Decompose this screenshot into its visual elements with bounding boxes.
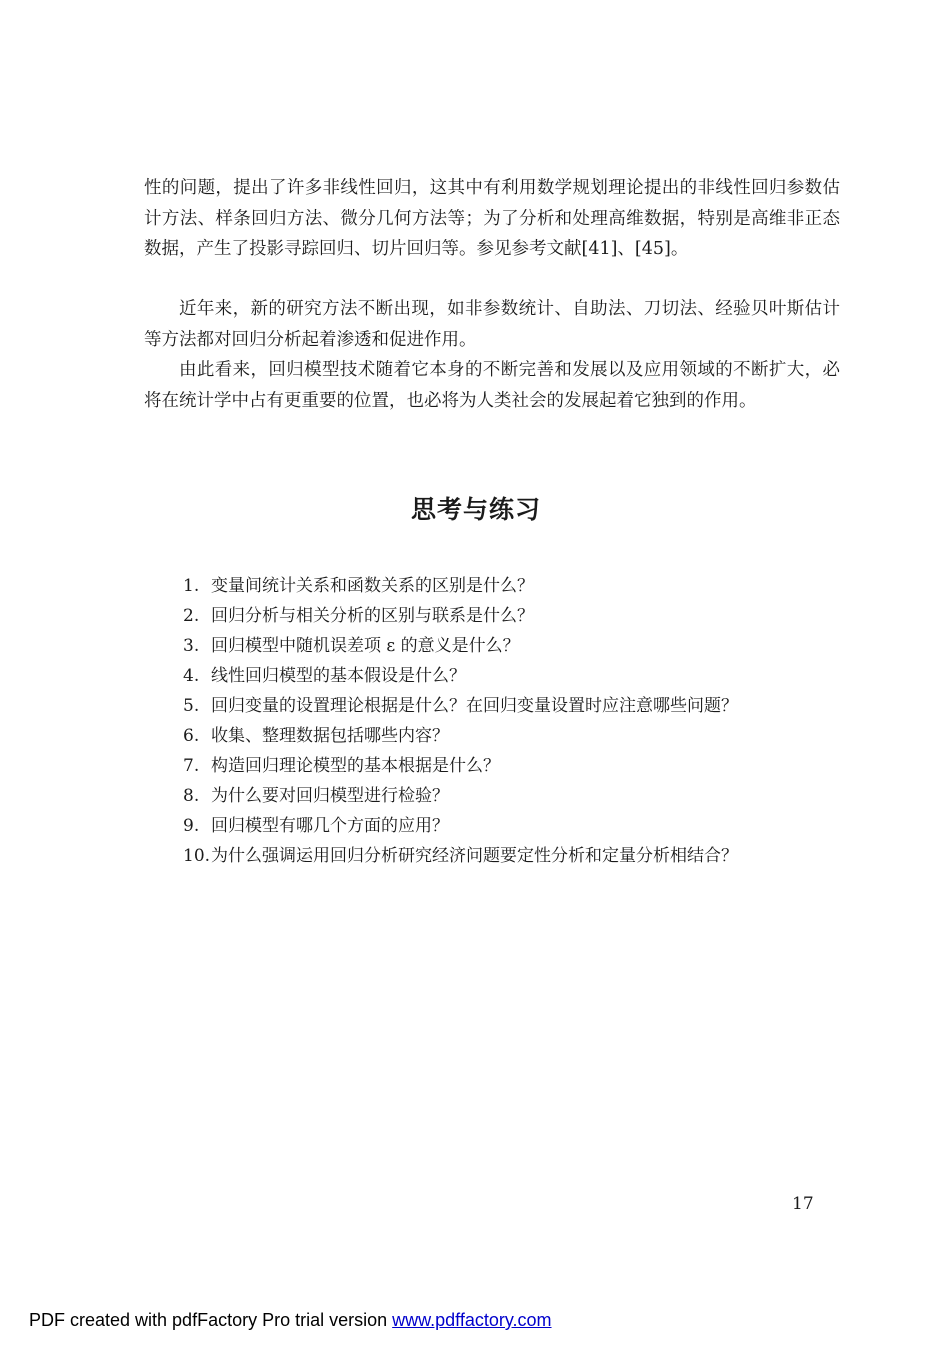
exercise-text: 变量间统计关系和函数关系的区别是什么？ xyxy=(211,576,534,596)
exercise-text: 回归分析与相关分析的区别与联系是什么？ xyxy=(211,606,534,626)
exercise-number: 1. xyxy=(183,576,200,596)
exercise-item xyxy=(183,661,843,691)
exercise-number: 4. xyxy=(183,666,200,686)
exercise-number: 9. xyxy=(183,816,200,836)
exercise-item xyxy=(183,631,843,661)
exercise-text: 为什么强调运用回归分析研究经济问题要定性分析和定量分析相结合？ xyxy=(211,846,738,866)
exercise-number: 8. xyxy=(183,786,200,806)
exercise-list xyxy=(183,571,843,871)
footer-text: PDF created with pdfFactory Pro trial version xyxy=(29,1310,393,1330)
body-paragraph-3: 由此看来，回归模型技术随着它本身的不断完善和发展以及应用领域的不断扩大，必将在统计学中占有更重要的位置，也必将为人类社会的发展起着它独到的作用。 xyxy=(144,360,840,411)
exercise-number: 2. xyxy=(183,606,200,626)
exercise-number: 3. xyxy=(183,636,200,656)
exercise-text: 回归变量的设置理论根据是什么？在回归变量设置时应注意哪些问题？ xyxy=(211,696,738,716)
exercise-number: 7. xyxy=(183,756,200,776)
exercise-text: 回归模型中随机误差项 ε 的意义是什么？ xyxy=(211,636,520,656)
exercise-number: 6. xyxy=(183,726,200,746)
body-paragraph-2: 近年来，新的研究方法不断出现，如非参数统计、自助法、刀切法、经验贝叶斯估计等方法都对回归分析起着渗透和促进作用。 xyxy=(144,299,840,350)
exercise-text: 为什么要对回归模型进行检验？ xyxy=(211,786,449,806)
footer-link[interactable]: www.pdffactory.com xyxy=(392,1310,552,1330)
exercise-number: 5. xyxy=(183,696,200,716)
exercise-item xyxy=(183,571,843,601)
exercise-number: 10. xyxy=(183,846,211,866)
body-paragraph-1: 性的问题，提出了许多非线性回归，这其中有利用数学规划理论提出的非线性回归参数估计方法、样条回归方法、微分几何方法等；为了分析和处理高维数据，特别是高维非正态数据，产生了投影寻踪回归、切片回归等。参见参考文献[41]、[45]。 xyxy=(144,178,840,259)
exercise-item xyxy=(183,751,843,781)
exercise-text: 线性回归模型的基本假设是什么？ xyxy=(211,666,466,686)
exercise-text: 回归模型有哪几个方面的应用？ xyxy=(211,816,449,836)
page-number: 17 xyxy=(792,1194,814,1214)
exercise-item xyxy=(183,691,843,721)
exercise-text: 构造回归理论模型的基本根据是什么？ xyxy=(211,756,500,776)
exercise-item xyxy=(183,721,843,751)
exercise-text: 收集、整理数据包括哪些内容？ xyxy=(211,726,449,746)
pdf-footer xyxy=(29,1310,552,1331)
exercise-item xyxy=(183,811,843,841)
exercise-item xyxy=(183,841,843,871)
section-title: 思考与练习 xyxy=(410,495,541,524)
exercise-item xyxy=(183,601,843,631)
exercise-item xyxy=(183,781,843,811)
